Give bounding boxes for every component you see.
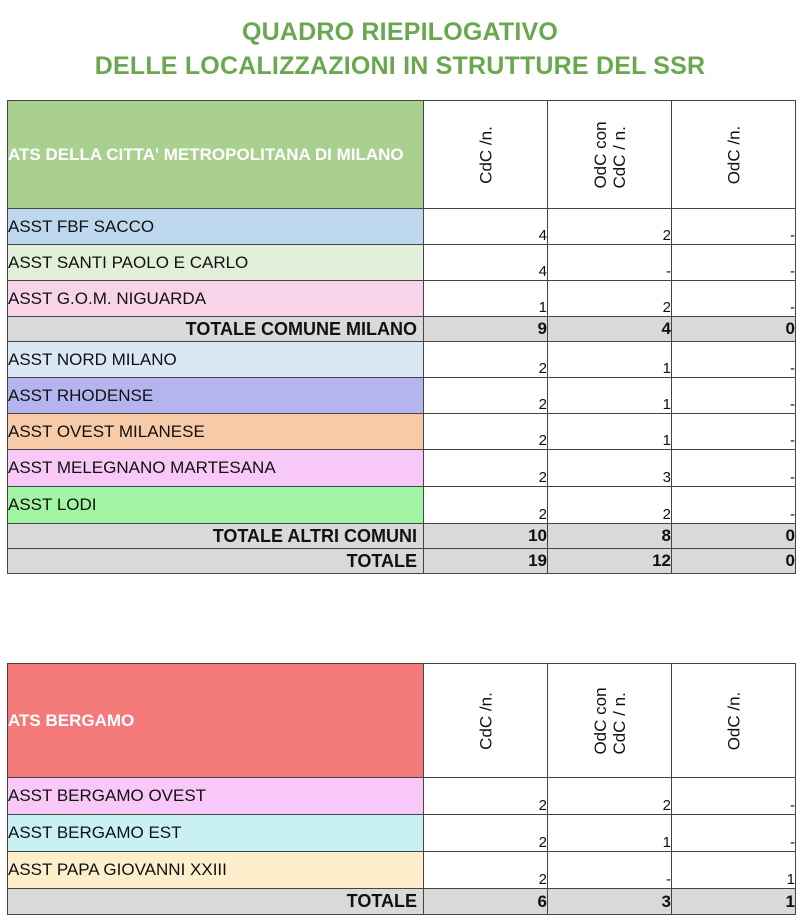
col-odc-con-label-line2: CdC / n.: [609, 691, 629, 755]
row-name: ASST SANTI PAOLO E CARLO: [8, 245, 424, 281]
total-row: [8, 549, 796, 574]
total-altri-row: [8, 524, 796, 549]
row-odc-con: 1: [548, 815, 672, 852]
total-odc-con: 12: [548, 549, 672, 574]
page-title-line2: DELLE LOCALIZZAZIONI IN STRUTTURE DEL SSR: [94, 52, 706, 80]
row-name: ASST BERGAMO OVEST: [8, 778, 424, 815]
row-cdc: 1: [424, 281, 548, 317]
total-label: TOTALE: [8, 549, 424, 574]
table-row: [8, 209, 796, 245]
col-cdc-header: [424, 101, 548, 209]
row-cdc: 2: [424, 342, 548, 378]
col-cdc-label: CdC /n.: [476, 691, 495, 750]
table-row: [8, 342, 796, 378]
row-cdc: 2: [424, 487, 548, 524]
table-row: [8, 815, 796, 852]
milano-header-row: [8, 101, 796, 209]
total-cdc: 10: [424, 524, 548, 549]
row-odc: 1: [672, 852, 796, 889]
row-cdc: 4: [424, 209, 548, 245]
row-cdc: 2: [424, 414, 548, 450]
row-odc: -: [672, 815, 796, 852]
row-name: ASST NORD MILANO: [8, 342, 424, 378]
table-row: [8, 487, 796, 524]
row-cdc: 4: [424, 245, 548, 281]
table-row: [8, 378, 796, 414]
milano-table: [7, 100, 796, 574]
row-odc: -: [672, 342, 796, 378]
total-odc-con: 3: [548, 889, 672, 915]
bergamo-table: [7, 663, 796, 915]
total-odc: 1: [672, 889, 796, 915]
col-odc-con-label: [591, 687, 629, 754]
col-odc-header: [672, 664, 796, 778]
col-odc-con-label-line2: CdC / n.: [609, 125, 629, 189]
col-odc-label: OdC /n.: [724, 125, 743, 184]
row-odc-con: 1: [548, 342, 672, 378]
row-cdc: 2: [424, 815, 548, 852]
row-odc: -: [672, 487, 796, 524]
total-cdc: 6: [424, 889, 548, 915]
row-name: ASST LODI: [8, 487, 424, 524]
row-odc-con: 2: [548, 487, 672, 524]
row-odc: -: [672, 778, 796, 815]
row-odc-con: 1: [548, 414, 672, 450]
row-odc: -: [672, 450, 796, 487]
col-odc-con-label-line1: OdC con: [590, 120, 610, 189]
row-name: ASST RHODENSE: [8, 378, 424, 414]
row-odc: -: [672, 245, 796, 281]
col-odc-con-label: [591, 121, 629, 188]
table-row: [8, 852, 796, 889]
row-name: ASST MELEGNANO MARTESANA: [8, 450, 424, 487]
table-row: [8, 450, 796, 487]
row-odc-con: 3: [548, 450, 672, 487]
bergamo-header-cell: ATS BERGAMO: [8, 664, 424, 778]
total-label: TOTALE: [8, 889, 424, 915]
row-odc-con: -: [548, 852, 672, 889]
row-name: ASST G.O.M. NIGUARDA: [8, 281, 424, 317]
row-odc-con: -: [548, 245, 672, 281]
table-row: [8, 281, 796, 317]
row-cdc: 2: [424, 450, 548, 487]
table-row: [8, 778, 796, 815]
milano-header-cell: ATS DELLA CITTA' METROPOLITANA DI MILANO: [8, 101, 424, 209]
row-name: ASST BERGAMO EST: [8, 815, 424, 852]
total-odc: 0: [672, 317, 796, 342]
col-odc-label: OdC /n.: [724, 691, 743, 750]
total-odc: 0: [672, 524, 796, 549]
row-odc-con: 2: [548, 778, 672, 815]
total-cdc: 9: [424, 317, 548, 342]
total-row: [8, 889, 796, 915]
row-odc: -: [672, 209, 796, 245]
total-label: TOTALE ALTRI COMUNI: [8, 524, 424, 549]
row-name: ASST FBF SACCO: [8, 209, 424, 245]
row-cdc: 2: [424, 778, 548, 815]
bergamo-header-row: [8, 664, 796, 778]
row-cdc: 2: [424, 378, 548, 414]
row-name: ASST PAPA GIOVANNI XXIII: [8, 852, 424, 889]
col-cdc-header: [424, 664, 548, 778]
row-odc-con: 2: [548, 281, 672, 317]
total-odc: 0: [672, 549, 796, 574]
col-odc-con-label-line1: OdC con: [590, 686, 610, 755]
row-name: ASST OVEST MILANESE: [8, 414, 424, 450]
col-odc-header: [672, 101, 796, 209]
col-cdc-label: CdC /n.: [476, 125, 495, 184]
table-row: [8, 245, 796, 281]
row-odc: -: [672, 281, 796, 317]
row-odc: -: [672, 414, 796, 450]
total-odc-con: 8: [548, 524, 672, 549]
row-odc-con: 2: [548, 209, 672, 245]
row-odc: -: [672, 378, 796, 414]
total-label: TOTALE COMUNE MILANO: [8, 317, 424, 342]
total-comune-row: [8, 317, 796, 342]
total-cdc: 19: [424, 549, 548, 574]
table-row: [8, 414, 796, 450]
col-odc-con-header: [548, 101, 672, 209]
page-title-line1: QUADRO RIEPILOGATIVO: [241, 18, 559, 46]
col-odc-con-header: [548, 664, 672, 778]
total-odc-con: 4: [548, 317, 672, 342]
row-cdc: 2: [424, 852, 548, 889]
row-odc-con: 1: [548, 378, 672, 414]
